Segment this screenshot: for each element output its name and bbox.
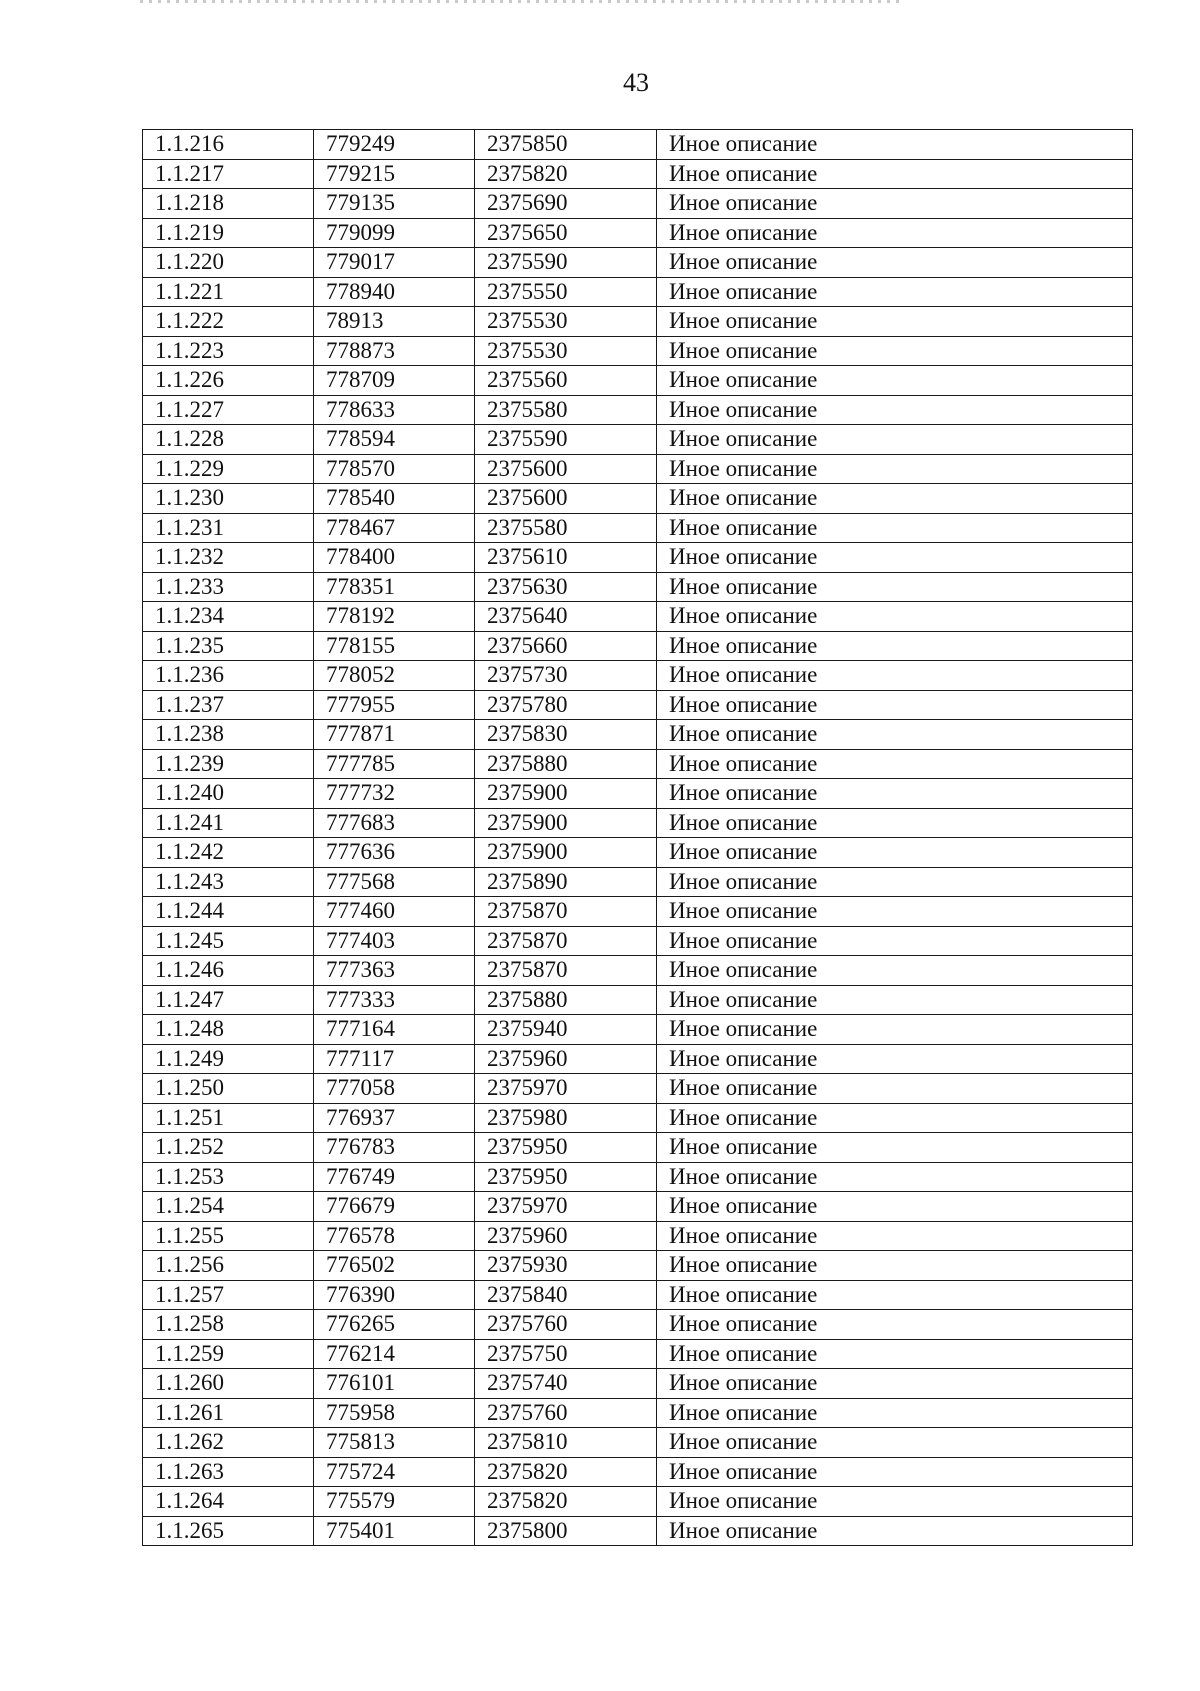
point-number-cell: 1.1.223 [143, 336, 314, 366]
x-coordinate-cell: 776679 [314, 1192, 475, 1222]
table-row [143, 1339, 1133, 1369]
y-coordinate-cell: 2375580 [475, 513, 657, 543]
y-coordinate-cell: 2375600 [475, 454, 657, 484]
description-cell: Иное описание [657, 1162, 1133, 1192]
point-number-cell: 1.1.260 [143, 1369, 314, 1399]
y-coordinate-cell: 2375650 [475, 218, 657, 248]
table-row [143, 1280, 1133, 1310]
table-row [143, 336, 1133, 366]
table-row [143, 838, 1133, 868]
point-number-cell: 1.1.248 [143, 1015, 314, 1045]
x-coordinate-cell: 775401 [314, 1516, 475, 1546]
y-coordinate-cell: 2375760 [475, 1398, 657, 1428]
description-cell: Иное описание [657, 1044, 1133, 1074]
point-number-cell: 1.1.231 [143, 513, 314, 543]
x-coordinate-cell: 777955 [314, 690, 475, 720]
table-row [143, 897, 1133, 927]
table-row [143, 661, 1133, 691]
x-coordinate-cell: 778709 [314, 366, 475, 396]
description-cell: Иное описание [657, 1103, 1133, 1133]
table-row [143, 454, 1133, 484]
description-cell: Иное описание [657, 808, 1133, 838]
x-coordinate-cell: 777871 [314, 720, 475, 750]
x-coordinate-cell: 779017 [314, 248, 475, 278]
y-coordinate-cell: 2375890 [475, 867, 657, 897]
point-number-cell: 1.1.261 [143, 1398, 314, 1428]
description-cell: Иное описание [657, 395, 1133, 425]
x-coordinate-cell: 776101 [314, 1369, 475, 1399]
table-row [143, 631, 1133, 661]
y-coordinate-cell: 2375930 [475, 1251, 657, 1281]
point-number-cell: 1.1.252 [143, 1133, 314, 1163]
y-coordinate-cell: 2375880 [475, 985, 657, 1015]
table-row [143, 1221, 1133, 1251]
y-coordinate-cell: 2375690 [475, 189, 657, 219]
point-number-cell: 1.1.221 [143, 277, 314, 307]
y-coordinate-cell: 2375840 [475, 1280, 657, 1310]
point-number-cell: 1.1.244 [143, 897, 314, 927]
point-number-cell: 1.1.263 [143, 1457, 314, 1487]
point-number-cell: 1.1.216 [143, 130, 314, 160]
point-number-cell: 1.1.256 [143, 1251, 314, 1281]
point-number-cell: 1.1.250 [143, 1074, 314, 1104]
x-coordinate-cell: 776937 [314, 1103, 475, 1133]
x-coordinate-cell: 778052 [314, 661, 475, 691]
y-coordinate-cell: 2375740 [475, 1369, 657, 1399]
scan-artifact [140, 0, 900, 3]
table-row [143, 1369, 1133, 1399]
x-coordinate-cell: 777164 [314, 1015, 475, 1045]
description-cell: Иное описание [657, 572, 1133, 602]
x-coordinate-cell: 776265 [314, 1310, 475, 1340]
table-row [143, 130, 1133, 160]
point-number-cell: 1.1.253 [143, 1162, 314, 1192]
table-row [143, 1487, 1133, 1517]
description-cell: Иное описание [657, 1310, 1133, 1340]
x-coordinate-cell: 777333 [314, 985, 475, 1015]
y-coordinate-cell: 2375820 [475, 1487, 657, 1517]
point-number-cell: 1.1.249 [143, 1044, 314, 1074]
description-cell: Иное описание [657, 484, 1133, 514]
x-coordinate-cell: 777732 [314, 779, 475, 809]
table-row [143, 484, 1133, 514]
y-coordinate-cell: 2375780 [475, 690, 657, 720]
table-row [143, 425, 1133, 455]
table-row [143, 720, 1133, 750]
point-number-cell: 1.1.229 [143, 454, 314, 484]
y-coordinate-cell: 2375560 [475, 366, 657, 396]
description-cell: Иное описание [657, 1428, 1133, 1458]
x-coordinate-cell: 777683 [314, 808, 475, 838]
description-cell: Иное описание [657, 513, 1133, 543]
description-cell: Иное описание [657, 130, 1133, 160]
table-row [143, 779, 1133, 809]
y-coordinate-cell: 2375870 [475, 926, 657, 956]
x-coordinate-cell: 776214 [314, 1339, 475, 1369]
table-row [143, 1162, 1133, 1192]
x-coordinate-cell: 778633 [314, 395, 475, 425]
table-row [143, 189, 1133, 219]
point-number-cell: 1.1.233 [143, 572, 314, 602]
x-coordinate-cell: 778351 [314, 572, 475, 602]
y-coordinate-cell: 2375530 [475, 307, 657, 337]
table-row [143, 1251, 1133, 1281]
point-number-cell: 1.1.217 [143, 159, 314, 189]
y-coordinate-cell: 2375580 [475, 395, 657, 425]
x-coordinate-cell: 776390 [314, 1280, 475, 1310]
table-row [143, 248, 1133, 278]
table-row [143, 1310, 1133, 1340]
table-row [143, 1044, 1133, 1074]
table-row [143, 749, 1133, 779]
table-row [143, 543, 1133, 573]
point-number-cell: 1.1.245 [143, 926, 314, 956]
description-cell: Иное описание [657, 838, 1133, 868]
point-number-cell: 1.1.238 [143, 720, 314, 750]
point-number-cell: 1.1.258 [143, 1310, 314, 1340]
coordinates-table-body [143, 130, 1133, 1546]
point-number-cell: 1.1.255 [143, 1221, 314, 1251]
point-number-cell: 1.1.220 [143, 248, 314, 278]
y-coordinate-cell: 2375950 [475, 1162, 657, 1192]
description-cell: Иное описание [657, 218, 1133, 248]
description-cell: Иное описание [657, 779, 1133, 809]
x-coordinate-cell: 775813 [314, 1428, 475, 1458]
x-coordinate-cell: 779249 [314, 130, 475, 160]
point-number-cell: 1.1.230 [143, 484, 314, 514]
y-coordinate-cell: 2375850 [475, 130, 657, 160]
x-coordinate-cell: 777363 [314, 956, 475, 986]
y-coordinate-cell: 2375960 [475, 1044, 657, 1074]
description-cell: Иное описание [657, 277, 1133, 307]
description-cell: Иное описание [657, 1251, 1133, 1281]
point-number-cell: 1.1.247 [143, 985, 314, 1015]
table-row [143, 808, 1133, 838]
table-row [143, 218, 1133, 248]
description-cell: Иное описание [657, 336, 1133, 366]
description-cell: Иное описание [657, 897, 1133, 927]
description-cell: Иное описание [657, 1487, 1133, 1517]
point-number-cell: 1.1.242 [143, 838, 314, 868]
x-coordinate-cell: 777460 [314, 897, 475, 927]
x-coordinate-cell: 777403 [314, 926, 475, 956]
table-row [143, 602, 1133, 632]
table-row [143, 572, 1133, 602]
point-number-cell: 1.1.254 [143, 1192, 314, 1222]
y-coordinate-cell: 2375810 [475, 1428, 657, 1458]
description-cell: Иное описание [657, 602, 1133, 632]
description-cell: Иное описание [657, 926, 1133, 956]
description-cell: Иное описание [657, 454, 1133, 484]
y-coordinate-cell: 2375800 [475, 1516, 657, 1546]
description-cell: Иное описание [657, 985, 1133, 1015]
point-number-cell: 1.1.235 [143, 631, 314, 661]
x-coordinate-cell: 775724 [314, 1457, 475, 1487]
description-cell: Иное описание [657, 956, 1133, 986]
point-number-cell: 1.1.251 [143, 1103, 314, 1133]
y-coordinate-cell: 2375750 [475, 1339, 657, 1369]
x-coordinate-cell: 775958 [314, 1398, 475, 1428]
point-number-cell: 1.1.265 [143, 1516, 314, 1546]
point-number-cell: 1.1.219 [143, 218, 314, 248]
x-coordinate-cell: 779099 [314, 218, 475, 248]
y-coordinate-cell: 2375900 [475, 808, 657, 838]
y-coordinate-cell: 2375900 [475, 779, 657, 809]
x-coordinate-cell: 776502 [314, 1251, 475, 1281]
x-coordinate-cell: 777785 [314, 749, 475, 779]
description-cell: Иное описание [657, 1339, 1133, 1369]
y-coordinate-cell: 2375820 [475, 1457, 657, 1487]
y-coordinate-cell: 2375950 [475, 1133, 657, 1163]
point-number-cell: 1.1.239 [143, 749, 314, 779]
y-coordinate-cell: 2375530 [475, 336, 657, 366]
description-cell: Иное описание [657, 1457, 1133, 1487]
table-row [143, 395, 1133, 425]
description-cell: Иное описание [657, 159, 1133, 189]
description-cell: Иное описание [657, 1369, 1133, 1399]
description-cell: Иное описание [657, 189, 1133, 219]
table-row [143, 1428, 1133, 1458]
x-coordinate-cell: 776749 [314, 1162, 475, 1192]
table-row [143, 277, 1133, 307]
point-number-cell: 1.1.246 [143, 956, 314, 986]
y-coordinate-cell: 2375820 [475, 159, 657, 189]
y-coordinate-cell: 2375980 [475, 1103, 657, 1133]
y-coordinate-cell: 2375590 [475, 425, 657, 455]
point-number-cell: 1.1.218 [143, 189, 314, 219]
point-number-cell: 1.1.234 [143, 602, 314, 632]
y-coordinate-cell: 2375730 [475, 661, 657, 691]
description-cell: Иное описание [657, 366, 1133, 396]
description-cell: Иное описание [657, 690, 1133, 720]
x-coordinate-cell: 777058 [314, 1074, 475, 1104]
point-number-cell: 1.1.227 [143, 395, 314, 425]
x-coordinate-cell: 777117 [314, 1044, 475, 1074]
x-coordinate-cell: 778873 [314, 336, 475, 366]
description-cell: Иное описание [657, 867, 1133, 897]
y-coordinate-cell: 2375590 [475, 248, 657, 278]
point-number-cell: 1.1.257 [143, 1280, 314, 1310]
y-coordinate-cell: 2375960 [475, 1221, 657, 1251]
table-row [143, 926, 1133, 956]
x-coordinate-cell: 778400 [314, 543, 475, 573]
point-number-cell: 1.1.237 [143, 690, 314, 720]
table-row [143, 985, 1133, 1015]
table-row [143, 956, 1133, 986]
point-number-cell: 1.1.243 [143, 867, 314, 897]
description-cell: Иное описание [657, 631, 1133, 661]
y-coordinate-cell: 2375940 [475, 1015, 657, 1045]
y-coordinate-cell: 2375760 [475, 1310, 657, 1340]
x-coordinate-cell: 779215 [314, 159, 475, 189]
point-number-cell: 1.1.259 [143, 1339, 314, 1369]
table-row [143, 1015, 1133, 1045]
point-number-cell: 1.1.222 [143, 307, 314, 337]
y-coordinate-cell: 2375880 [475, 749, 657, 779]
x-coordinate-cell: 779135 [314, 189, 475, 219]
table-row [143, 1133, 1133, 1163]
description-cell: Иное описание [657, 1516, 1133, 1546]
table-row [143, 307, 1133, 337]
description-cell: Иное описание [657, 720, 1133, 750]
description-cell: Иное описание [657, 425, 1133, 455]
x-coordinate-cell: 778940 [314, 277, 475, 307]
point-number-cell: 1.1.262 [143, 1428, 314, 1458]
y-coordinate-cell: 2375870 [475, 897, 657, 927]
y-coordinate-cell: 2375900 [475, 838, 657, 868]
x-coordinate-cell: 777568 [314, 867, 475, 897]
point-number-cell: 1.1.241 [143, 808, 314, 838]
description-cell: Иное описание [657, 1398, 1133, 1428]
y-coordinate-cell: 2375550 [475, 277, 657, 307]
x-coordinate-cell: 778570 [314, 454, 475, 484]
x-coordinate-cell: 776783 [314, 1133, 475, 1163]
y-coordinate-cell: 2375830 [475, 720, 657, 750]
x-coordinate-cell: 778155 [314, 631, 475, 661]
table-row [143, 1074, 1133, 1104]
point-number-cell: 1.1.236 [143, 661, 314, 691]
description-cell: Иное описание [657, 1133, 1133, 1163]
description-cell: Иное описание [657, 1192, 1133, 1222]
y-coordinate-cell: 2375970 [475, 1074, 657, 1104]
page-number: 43 [623, 68, 649, 97]
x-coordinate-cell: 778192 [314, 602, 475, 632]
x-coordinate-cell: 775579 [314, 1487, 475, 1517]
point-number-cell: 1.1.226 [143, 366, 314, 396]
x-coordinate-cell: 78913 [314, 307, 475, 337]
x-coordinate-cell: 776578 [314, 1221, 475, 1251]
table-row [143, 366, 1133, 396]
description-cell: Иное описание [657, 1015, 1133, 1045]
y-coordinate-cell: 2375660 [475, 631, 657, 661]
table-row [143, 513, 1133, 543]
y-coordinate-cell: 2375970 [475, 1192, 657, 1222]
description-cell: Иное описание [657, 1074, 1133, 1104]
x-coordinate-cell: 778594 [314, 425, 475, 455]
table-row [143, 159, 1133, 189]
table-row [143, 1103, 1133, 1133]
table-row [143, 1192, 1133, 1222]
table-row [143, 867, 1133, 897]
y-coordinate-cell: 2375870 [475, 956, 657, 986]
description-cell: Иное описание [657, 1280, 1133, 1310]
coordinates-table [142, 129, 1133, 1546]
point-number-cell: 1.1.240 [143, 779, 314, 809]
x-coordinate-cell: 778467 [314, 513, 475, 543]
y-coordinate-cell: 2375630 [475, 572, 657, 602]
description-cell: Иное описание [657, 749, 1133, 779]
y-coordinate-cell: 2375640 [475, 602, 657, 632]
description-cell: Иное описание [657, 661, 1133, 691]
description-cell: Иное описание [657, 307, 1133, 337]
description-cell: Иное описание [657, 543, 1133, 573]
table-row [143, 1457, 1133, 1487]
table-row [143, 690, 1133, 720]
description-cell: Иное описание [657, 1221, 1133, 1251]
point-number-cell: 1.1.228 [143, 425, 314, 455]
point-number-cell: 1.1.232 [143, 543, 314, 573]
point-number-cell: 1.1.264 [143, 1487, 314, 1517]
x-coordinate-cell: 778540 [314, 484, 475, 514]
y-coordinate-cell: 2375610 [475, 543, 657, 573]
table-row [143, 1398, 1133, 1428]
y-coordinate-cell: 2375600 [475, 484, 657, 514]
table-row [143, 1516, 1133, 1546]
x-coordinate-cell: 777636 [314, 838, 475, 868]
description-cell: Иное описание [657, 248, 1133, 278]
